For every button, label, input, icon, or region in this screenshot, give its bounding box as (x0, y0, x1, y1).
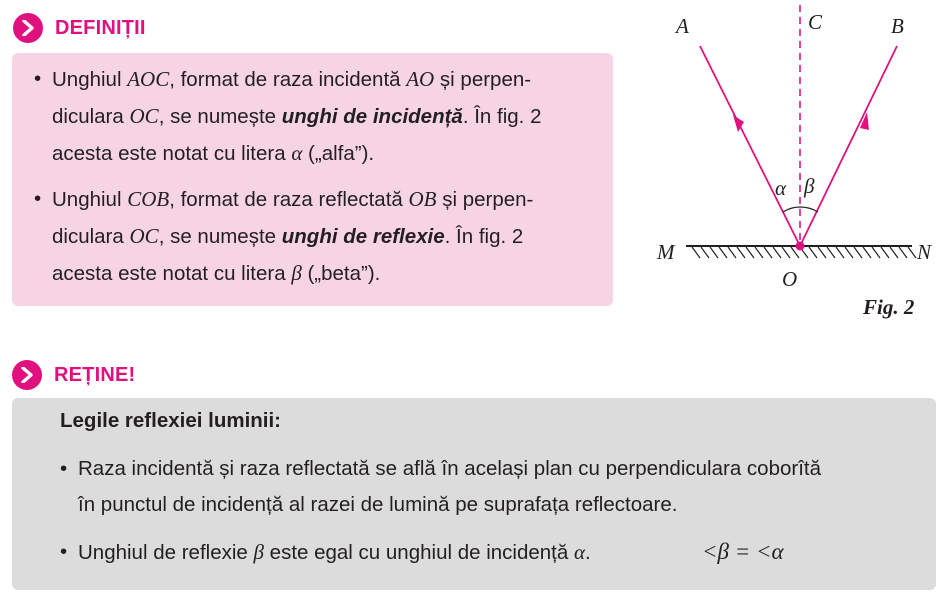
hatch-stroke (827, 247, 835, 258)
bullet: • (60, 457, 68, 480)
hatch-stroke (908, 247, 916, 258)
hatch-stroke (737, 247, 745, 258)
hatch-stroke (899, 247, 907, 258)
label-N: N (917, 240, 932, 264)
hatch-stroke (818, 247, 826, 258)
term-incidence: unghi de incidență (281, 105, 463, 128)
hatch-stroke (863, 247, 871, 258)
definitions-title: DEFINIȚII (55, 16, 146, 39)
hatch-stroke (872, 247, 880, 258)
label-alpha: α (775, 176, 787, 200)
hatch-stroke (881, 247, 889, 258)
hatch-stroke (845, 247, 853, 258)
hatch-stroke (764, 247, 772, 258)
hatch-stroke (809, 247, 817, 258)
label-B: B (891, 14, 904, 38)
hatch-stroke (746, 247, 754, 258)
hatch-stroke (692, 247, 700, 258)
hatch-stroke (782, 247, 790, 258)
chevron-right-icon (12, 360, 42, 390)
hatch-stroke (701, 247, 709, 258)
incident-ray (700, 46, 800, 246)
definition-reflection: • Unghiul COB, format de raza reflectată OB și perpen- diculara OC, se numește unghi de reflexie. În fig. 2 acesta este notat cu litera β („beta”). (52, 181, 592, 292)
definitions-heading (13, 13, 146, 43)
reflected-ray (800, 46, 897, 246)
definition-incidence: • Unghiul AOC, format de raza incidentă AO și perpen- diculara OC, se numește unghi de incidență. În fig. 2 acesta este notat cu litera α („alfa”). (52, 61, 592, 172)
angle-formula: <β = <α (702, 539, 784, 564)
reflection-diagram (640, 0, 943, 330)
hatch-stroke (836, 247, 844, 258)
law-same-plane: • Raza incidentă și raza reflectată se află în același plan cu perpendiculara coborîtă în punctul de incidență al razei de lumină pe suprafața reflectoare. (78, 451, 898, 523)
hatch-stroke (755, 247, 763, 258)
figure-caption: Fig. 2 (863, 295, 915, 319)
chevron-right-icon (13, 13, 43, 43)
hatch-stroke (728, 247, 736, 258)
angle-alpha-arc (783, 207, 800, 212)
label-A: A (676, 14, 689, 38)
term-reflection: unghi de reflexie (281, 225, 445, 248)
incidence-point (796, 242, 805, 251)
hatch-stroke (710, 247, 718, 258)
label-M: M (657, 240, 675, 264)
hatch-stroke (854, 247, 862, 258)
retine-heading (12, 360, 135, 390)
hatch-stroke (890, 247, 898, 258)
hatch-stroke (719, 247, 727, 258)
retine-title: REȚINE! (54, 363, 136, 386)
bullet: • (34, 67, 42, 90)
laws-title: Legile reflexiei luminii: (60, 409, 282, 432)
mirror-hatching (692, 247, 916, 258)
law-equal-angles: • Unghiul de reflexie β este egal cu unghiul de incidență α. (78, 534, 898, 571)
hatch-stroke (773, 247, 781, 258)
angle-beta-arc (800, 207, 818, 212)
label-O: O (782, 267, 798, 291)
bullet: • (60, 540, 68, 563)
label-beta: β (804, 174, 815, 198)
label-C: C (808, 10, 823, 34)
bullet: • (34, 187, 42, 210)
